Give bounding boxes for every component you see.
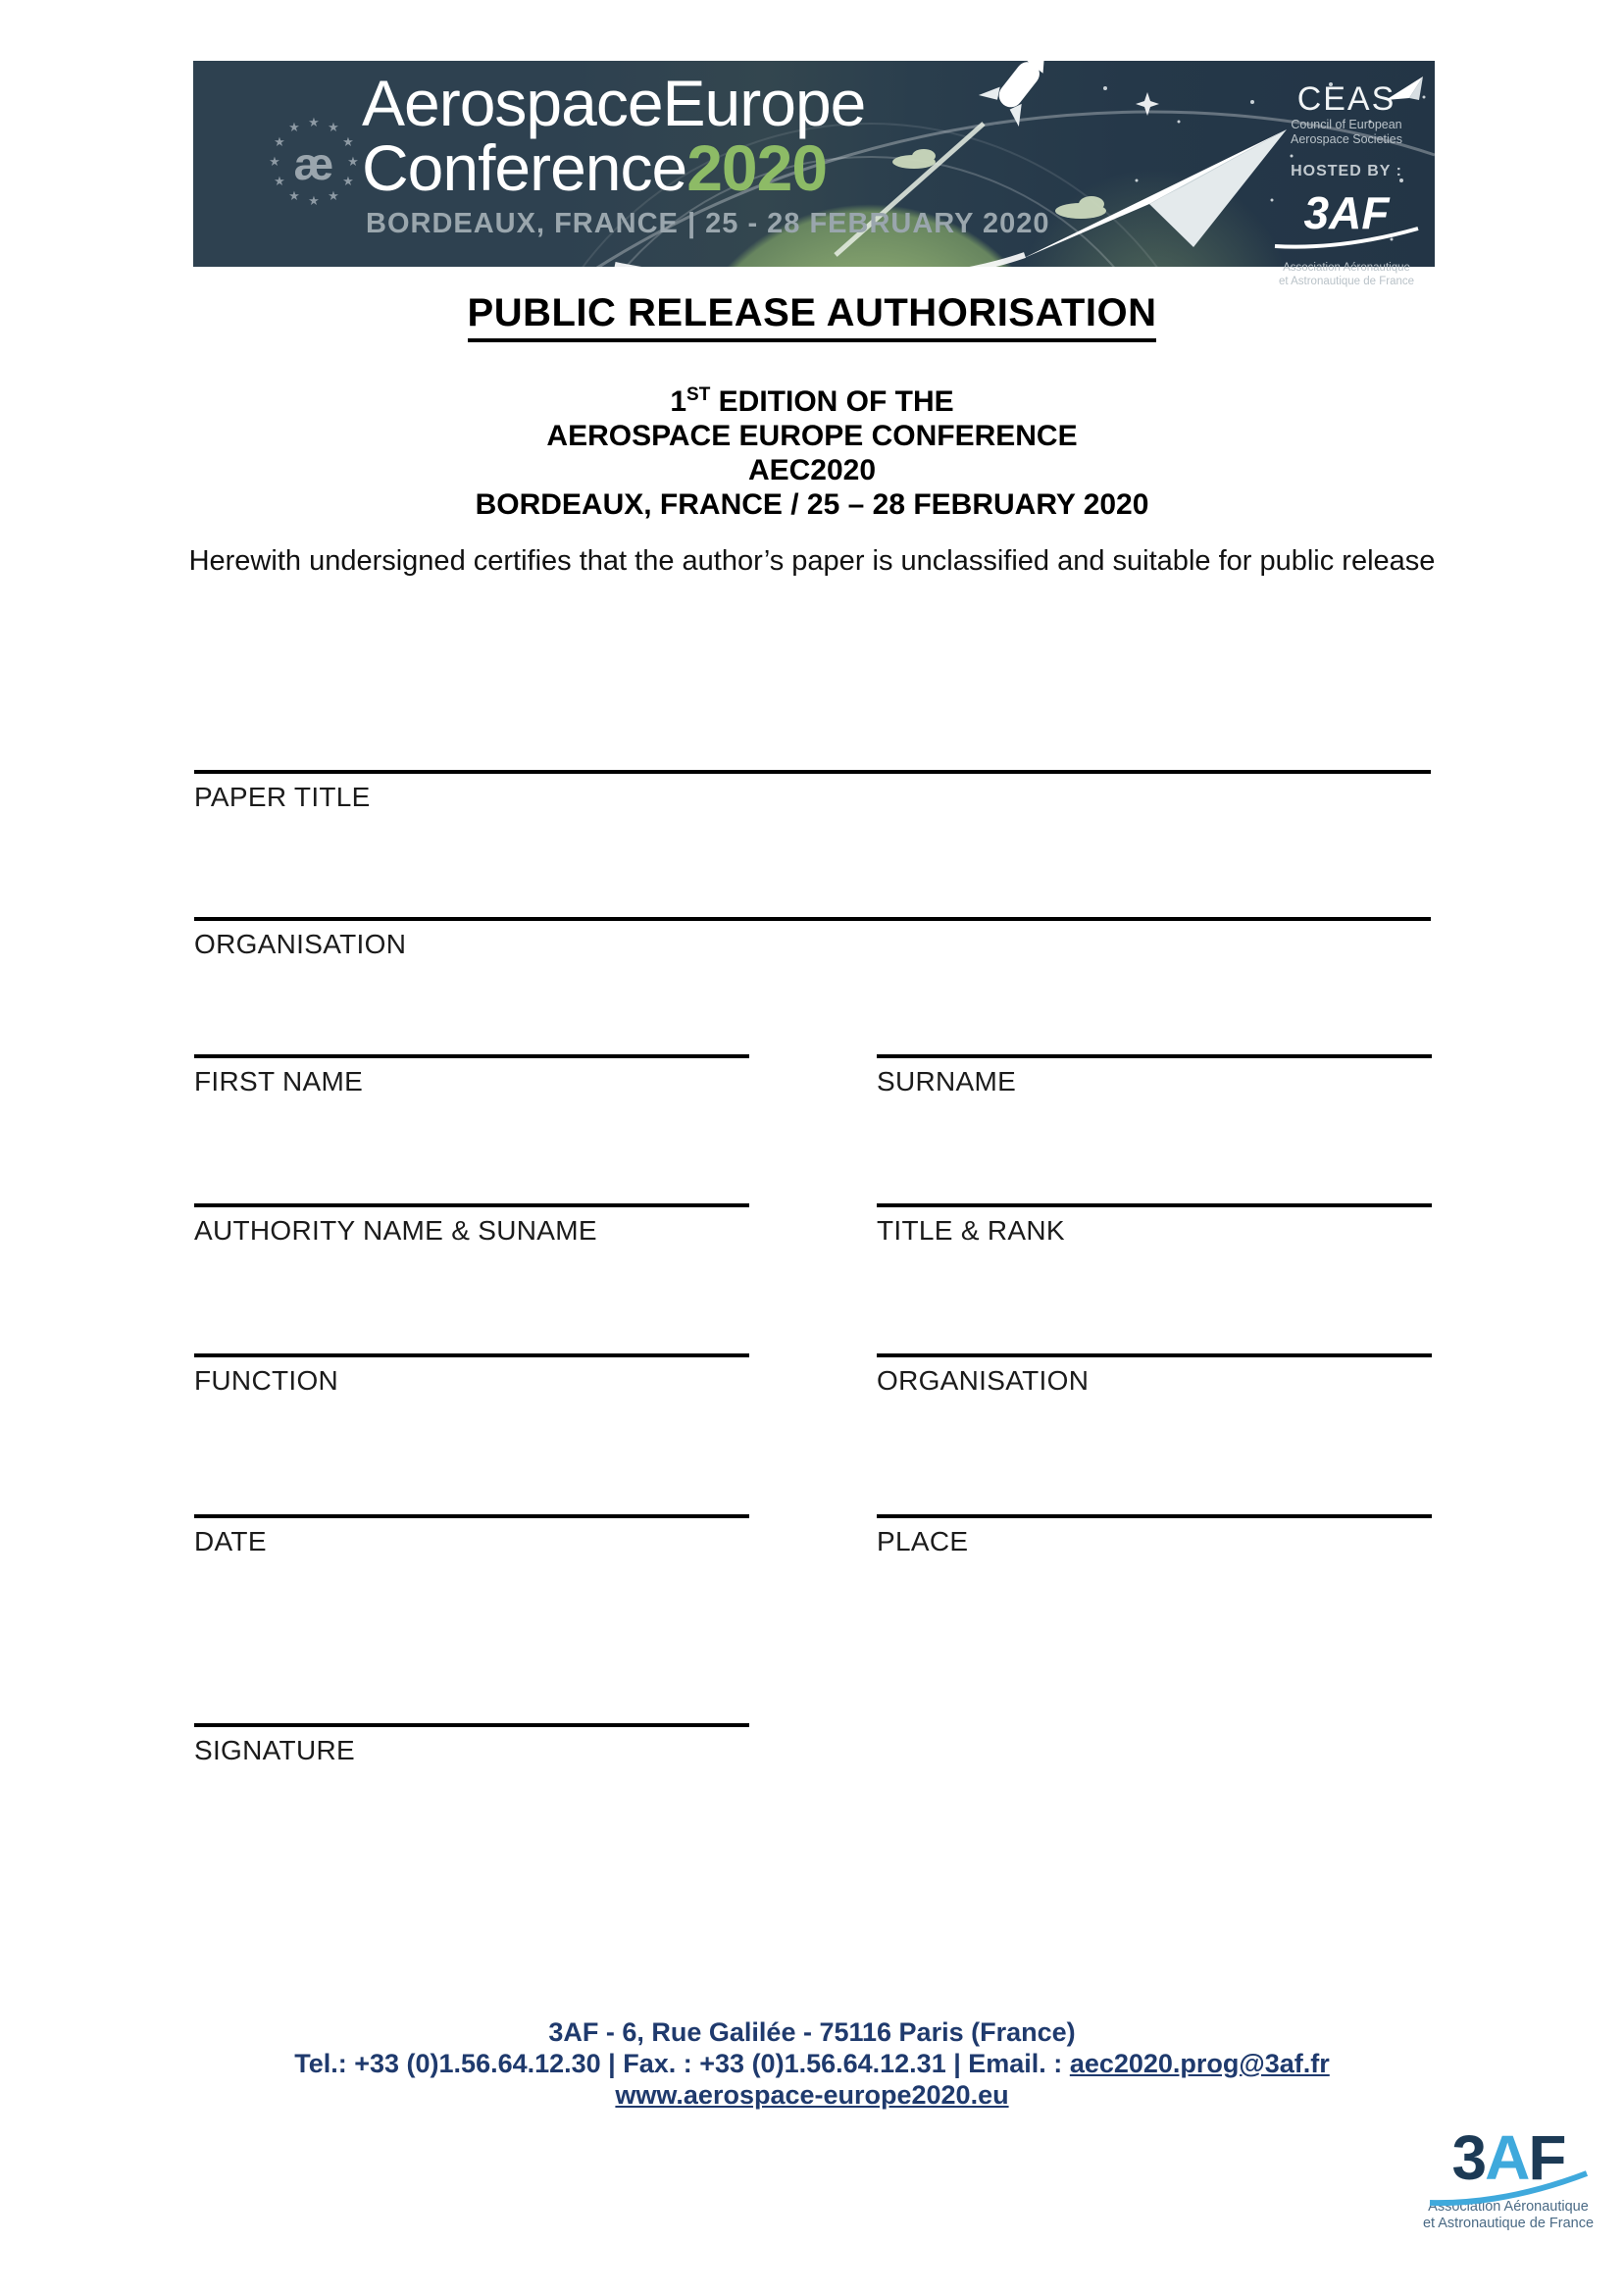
wordmark-conference: Conference <box>362 131 687 204</box>
date-input-line[interactable] <box>194 1514 749 1518</box>
aerospace-europe-monogram <box>260 110 368 218</box>
af3-header-subtitle <box>1268 261 1425 288</box>
footer-email-link[interactable]: aec2020.prog@3af.fr <box>1069 2049 1330 2078</box>
subtitle-line1 <box>0 378 1624 419</box>
af3-header-swoosh <box>1273 227 1420 248</box>
wordmark-2020: 2020 <box>686 131 828 204</box>
ceas-subtitle-line2: Aerospace Societies <box>1291 132 1402 146</box>
star-icon: ★ <box>288 120 300 134</box>
af3-letter-3: 3 <box>1451 2122 1486 2193</box>
af3-logo-swoosh <box>1426 2169 1591 2205</box>
conference-wordmark <box>362 67 866 204</box>
star-icon: ★ <box>328 120 339 134</box>
wordmark-line2 <box>362 131 865 204</box>
star-icon: ★ <box>342 174 354 188</box>
function-input-line[interactable] <box>194 1353 749 1357</box>
conference-banner <box>193 61 1435 287</box>
footer-contact-prefix: Tel.: +33 (0)1.56.64.12.30 | Fax. : +33 (0)1.56.64.12.31 | Email. : <box>294 2049 1070 2078</box>
first-name-label: FIRST NAME <box>194 1066 364 1096</box>
af3-header-subtitle-line1: Association Aéronautique <box>1283 262 1410 274</box>
edition-ordinal: ST <box>686 384 711 405</box>
place-label: PLACE <box>877 1526 969 1556</box>
surname-label: SURNAME <box>877 1066 1017 1096</box>
signature-input-line[interactable] <box>194 1723 749 1727</box>
af3-header-logo: 3AF <box>1303 187 1390 238</box>
document-title-text: PUBLIC RELEASE AUTHORISATION <box>468 291 1157 342</box>
star-icon: ★ <box>328 188 339 203</box>
title-rank-label: TITLE & RANK <box>877 1215 1065 1246</box>
footer-website-link[interactable]: www.aerospace-europe2020.eu <box>615 2080 1009 2110</box>
af3-header-subtitle-line2: et Astronautique de France <box>1278 276 1415 287</box>
date-label: DATE <box>194 1526 267 1556</box>
subtitle-line2: AEROSPACE EUROPE CONFERENCE <box>546 420 1078 452</box>
af3-logo-subtitle-line2: et Astronautique de France <box>1422 2216 1595 2231</box>
footer <box>0 2016 1624 2111</box>
star-icon: ★ <box>274 134 285 149</box>
function-label: FUNCTION <box>194 1365 339 1396</box>
paper-plane-icon <box>1022 129 1287 259</box>
star-icon: ★ <box>288 188 300 203</box>
rocket-icon <box>979 36 1065 127</box>
paper-title-label: PAPER TITLE <box>194 782 371 812</box>
star-icon: ★ <box>308 193 320 208</box>
footer-address: 3AF - 6, Rue Galilée - 75116 Paris (France) <box>548 2017 1076 2047</box>
edition-rest: EDITION OF THE <box>710 385 954 418</box>
af3-logo <box>1420 2122 1597 2232</box>
paper-plane-trail <box>615 255 1025 284</box>
organisation2-label: ORGANISATION <box>877 1365 1090 1396</box>
place-input-line[interactable] <box>877 1514 1432 1518</box>
document-title <box>0 291 1624 342</box>
subtitle-line3: AEC2020 <box>747 454 877 486</box>
wordmark-line1: AerospaceEurope <box>362 67 866 139</box>
star-icon: ★ <box>342 134 354 149</box>
af3-letter-f: F <box>1528 2122 1565 2193</box>
footer-website <box>0 2079 1624 2111</box>
signature-label: SIGNATURE <box>194 1735 355 1765</box>
certification-statement: Herewith undersigned certifies that the author’s paper is unclassified and suitable for public release <box>188 545 1436 577</box>
ceas-subtitle-line1: Council of European <box>1291 118 1402 131</box>
title-rank-input-line[interactable] <box>877 1203 1432 1207</box>
authority-name-input-line[interactable] <box>194 1203 749 1207</box>
surname-input-line[interactable] <box>877 1054 1432 1058</box>
star-icon: ★ <box>308 115 320 129</box>
subtitle-line4: BORDEAUX, FRANCE / 25 – 28 FEBRUARY 2020 <box>475 488 1149 521</box>
banner-tagline: BORDEAUX, FRANCE | 25 - 28 FEBRUARY 2020 <box>366 208 1050 239</box>
paper-title-input-line[interactable] <box>194 770 1431 774</box>
star-icon: ★ <box>274 174 285 188</box>
star-icon: ★ <box>269 154 280 169</box>
hosted-by-column <box>1268 82 1425 288</box>
ceas-plane-icon <box>1384 75 1425 102</box>
edition-number: 1 <box>670 385 687 418</box>
organisation-input-line[interactable] <box>194 917 1431 921</box>
ae-ligature: æ <box>293 138 334 189</box>
hosted-by-label: HOSTED BY : <box>1291 163 1402 179</box>
authority-name-label: AUTHORITY NAME & SUNAME <box>194 1215 597 1246</box>
document-subtitle <box>0 378 1624 522</box>
ceas-subtitle <box>1268 118 1425 147</box>
organisation2-input-line[interactable] <box>877 1353 1432 1357</box>
star-icon: ★ <box>347 154 359 169</box>
organisation-label: ORGANISATION <box>194 929 407 959</box>
ceas-logo: CEAS <box>1296 80 1396 118</box>
af3-letter-a: A <box>1485 2122 1529 2193</box>
first-name-input-line[interactable] <box>194 1054 749 1058</box>
footer-contact <box>0 2048 1624 2079</box>
af3-logo-subtitle-line1: Association Aéronautique <box>1428 2199 1589 2215</box>
